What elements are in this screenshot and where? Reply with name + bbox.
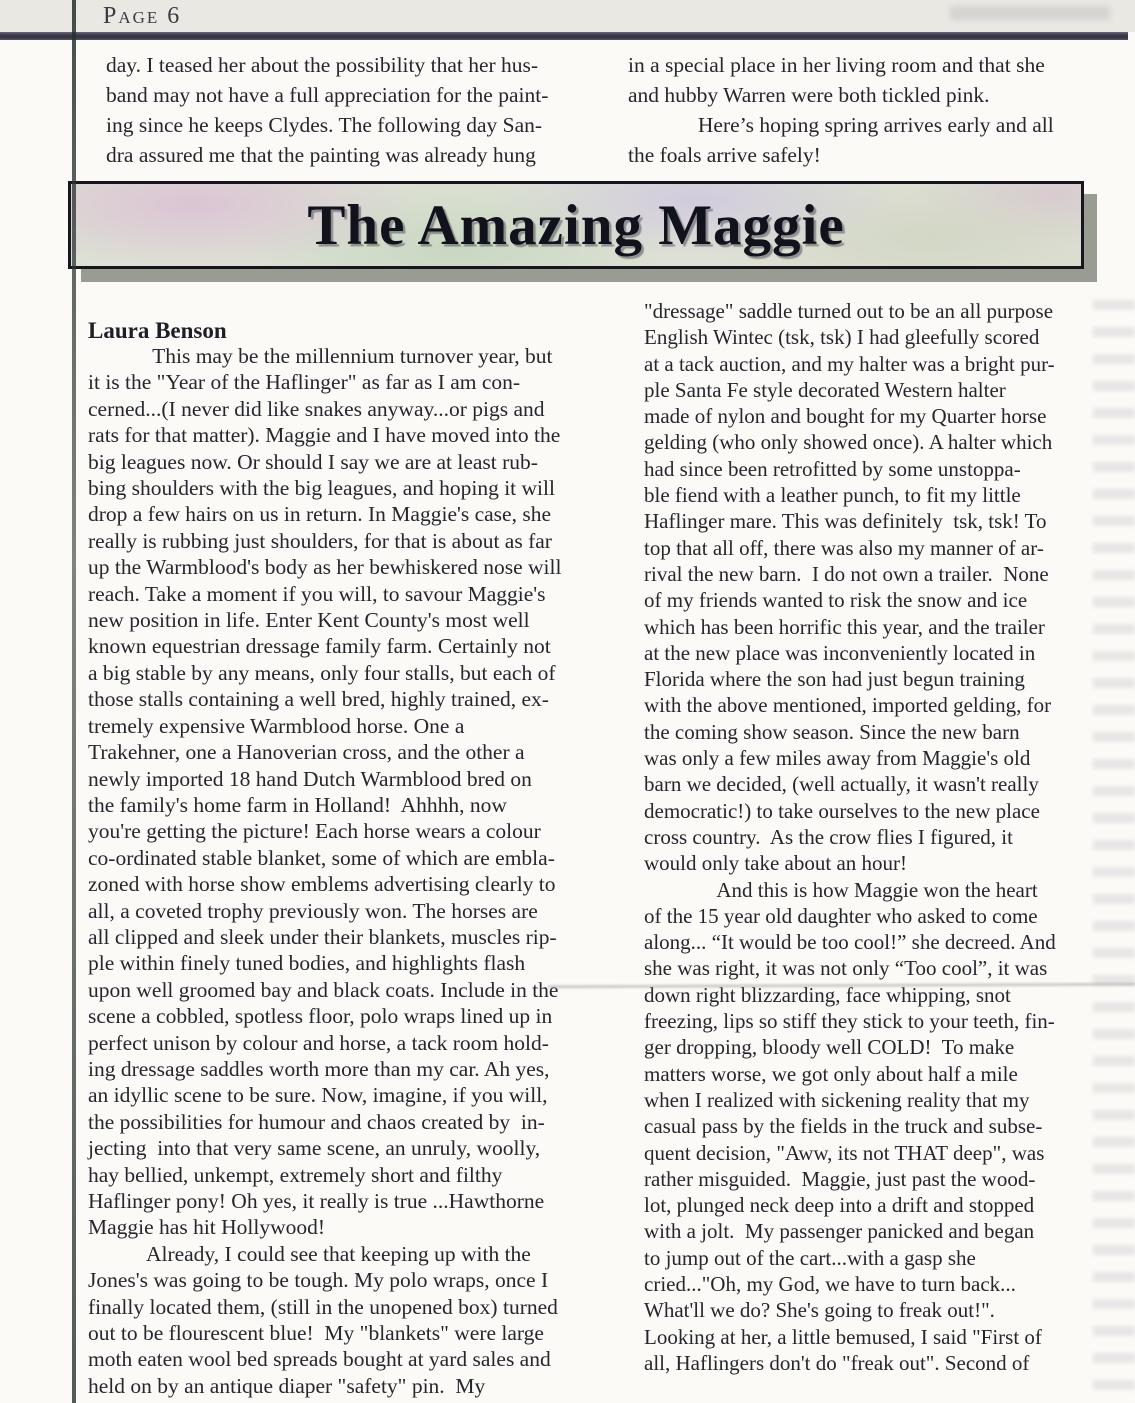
- text-line: top that all off, there was also my manner of ar-: [644, 535, 1044, 560]
- text-line: matters worse, we got only about half a mile: [644, 1061, 1018, 1086]
- text-line: gelding (who only showed once). A halter which: [644, 430, 1053, 455]
- text-line: all, a coveted trophy previously won. The horses are: [88, 898, 538, 923]
- text-line: at the new place was inconveniently located in: [644, 640, 1036, 665]
- text-line: co-ordinated stable blanket, some of which are embla-: [88, 845, 555, 870]
- article-left-column: [88, 343, 561, 1399]
- text-line: reach. Take a moment if you will, to savour Maggie's: [88, 581, 546, 606]
- text-line: cerned...(I never did like snakes anyway...or pigs and: [88, 396, 545, 421]
- text-line: cross country. As the crow flies I figured, it: [644, 824, 1013, 849]
- text-line: casual pass by the fields in the truck and subse-: [644, 1114, 1043, 1139]
- text-line: Already, I could see that keeping up with the: [88, 1241, 531, 1266]
- text-line: ing dressage saddles worth more than my car. Ah yes,: [88, 1056, 550, 1081]
- text-line: with a jolt. My passenger panicked and began: [644, 1219, 1035, 1244]
- text-line: really is rubbing just shoulders, for that is about as far: [88, 528, 552, 553]
- intro-right-column: [628, 50, 1054, 170]
- text-line: Jones's was going to be tough. My polo wraps, once I: [88, 1268, 549, 1293]
- text-line: those stalls containing a well bred, highly trained, ex-: [88, 687, 549, 712]
- text-line: big leagues now. Or should I say we are at least rub-: [88, 449, 538, 474]
- text-line: Trakehner, one a Hanoverian cross, and the other a: [88, 740, 525, 765]
- text-line: when I realized with sickening reality that my: [644, 1087, 1030, 1112]
- text-line: rather misguided. Maggie, just past the wood-: [644, 1166, 1036, 1191]
- text-line: ple Santa Fe style decorated Western halter: [644, 377, 1006, 402]
- text-line: rats for that matter). Maggie and I have moved into the: [88, 423, 561, 448]
- text-line: And this is how Maggie won the heart: [644, 877, 1038, 902]
- text-line: Haflinger mare. This was definitely tsk, tsk! To: [644, 509, 1047, 534]
- text-line: English Wintec (tsk, tsk) I had gleefully scored: [644, 325, 1040, 350]
- text-line: scene a cobbled, spotless floor, polo wraps lined up in: [88, 1004, 553, 1029]
- text-line: bing shoulders with the big leagues, and hoping it will: [88, 476, 555, 501]
- article-title-banner: [68, 181, 1084, 269]
- text-line: newly imported 18 hand Dutch Warmblood bred on: [88, 766, 532, 791]
- text-line: along... “It would be too cool!” she decreed. And: [644, 930, 1056, 955]
- text-line: Florida where the son had just begun training: [644, 667, 1025, 692]
- text-line: barn we decided, (well actually, it wasn't really: [644, 772, 1039, 797]
- intro-left-column: [106, 50, 548, 170]
- text-line: cried..."Oh, my God, we have to turn back...: [644, 1271, 1016, 1296]
- text-line: the family's home farm in Holland! Ahhhh, now: [88, 792, 507, 817]
- text-line: This may be the millennium turnover year, but: [88, 344, 553, 368]
- text-line: Maggie has hit Hollywood!: [88, 1215, 326, 1240]
- text-line: the foals arrive safely!: [628, 143, 821, 167]
- scan-fold-line-artifact: [72, 0, 76, 1403]
- text-line: she was right, it was not only “Too cool”, it was: [644, 956, 1048, 981]
- text-line: Haflinger pony! Oh yes, it really is true ...Hawthorne: [88, 1189, 545, 1213]
- text-line: a big stable by any means, only four stalls, but each of: [88, 660, 556, 685]
- text-line: you're getting the picture! Each horse wears a colour: [88, 819, 541, 844]
- text-line: had since been retrofitted by some unstoppa-: [644, 456, 1021, 481]
- text-line: made of nylon and bought for my Quarter horse: [644, 404, 1047, 429]
- text-line: hay bellied, unkempt, extremely short and filthy: [88, 1162, 503, 1187]
- article-right-column: [644, 298, 1056, 1376]
- text-line: with the above mentioned, imported gelding, for: [644, 693, 1052, 718]
- article-title: The Amazing Maggie: [307, 193, 845, 257]
- text-line: ble fiend with a leather punch, to fit my little: [644, 483, 1021, 508]
- text-line: freezing, lips so stiff they stick to your teeth, fin-: [644, 1009, 1055, 1034]
- text-line: upon well groomed bay and black coats. Include in the: [88, 977, 559, 1002]
- text-line: all clipped and sleek under their blankets, muscles rip-: [88, 924, 557, 949]
- text-line: rival the new barn. I do not own a trailer. None: [644, 561, 1049, 586]
- text-line: Looking at her, a little bemused, I said "First of: [644, 1324, 1042, 1349]
- text-line: at a tack auction, and my halter was a bright pur-: [644, 351, 1055, 376]
- text-line: known equestrian dressage family farm. Certainly not: [88, 634, 551, 659]
- text-line: was only a few miles away from Maggie's old: [644, 746, 1031, 771]
- text-line: day. I teased her about the possibility that her hus-: [106, 53, 539, 77]
- text-line: to jump out of the cart...with a gasp she: [644, 1245, 976, 1270]
- text-line: democratic!) to take ourselves to the new place: [644, 798, 1040, 823]
- text-line: the coming show season. Since the new barn: [644, 719, 1020, 744]
- text-line: the possibilities for humour and chaos created by in-: [88, 1109, 545, 1134]
- text-line: held on by an antique diaper "safety" pin. My: [88, 1373, 486, 1398]
- bleed-through-artifact: [950, 6, 1110, 20]
- text-line: new position in life. Enter Kent County's most well: [88, 608, 530, 633]
- text-line: zoned with horse show emblems advertising clearly to: [88, 872, 556, 897]
- text-line: Here’s hoping spring arrives early and all: [628, 113, 1054, 137]
- text-line: tremely expensive Warmblood horse. One a: [88, 713, 465, 738]
- text-line: out to be flourescent blue! My "blankets" were large: [88, 1321, 544, 1346]
- text-line: ger dropping, bloody well COLD! To make: [644, 1035, 1015, 1060]
- text-line: drop a few hairs on us in return. In Maggie's case, she: [88, 502, 552, 527]
- header-rule: [0, 32, 1128, 40]
- text-line: and hubby Warren were both tickled pink.: [628, 83, 990, 107]
- text-line: finally located them, (still in the unopened box) turned: [88, 1294, 558, 1319]
- text-line: quent decision, "Aww, its not THAT deep", was: [644, 1140, 1045, 1165]
- text-line: ing since he keeps Clydes. The following day San-: [106, 113, 543, 137]
- text-line: moth eaten wool bed spreads bought at yard sales and: [88, 1347, 551, 1372]
- text-line: up the Warmblood's body as her bewhiskered nose will: [88, 555, 562, 580]
- text-line: What'll we do? She's going to freak out!".: [644, 1298, 995, 1323]
- text-line: which has been horrific this year, and the trailer: [644, 614, 1045, 639]
- text-line: perfect unison by colour and horse, a tack room hold-: [88, 1030, 549, 1055]
- text-line: it is the "Year of the Haflinger" as far as I am con-: [88, 370, 521, 395]
- text-line: lot, plunged neck deep into a drift and stopped: [644, 1193, 1035, 1218]
- bleed-through-artifact: [1093, 300, 1135, 1400]
- text-line: "dressage" saddle turned out to be an all purpose: [644, 299, 1054, 323]
- page-number: Page 6: [103, 3, 182, 29]
- byline: Laura Benson: [88, 318, 227, 343]
- text-line: an idyllic scene to be sure. Now, imagine, if you will,: [88, 1083, 548, 1108]
- text-line: in a special place in her living room and that she: [628, 53, 1045, 77]
- text-line: down right blizzarding, face whipping, snot: [644, 982, 1011, 1007]
- text-line: ple within finely tuned bodies, and highlights flash: [88, 951, 526, 976]
- text-line: jecting into that very same scene, an unruly, woolly,: [88, 1136, 541, 1161]
- text-line: of the 15 year old daughter who asked to come: [644, 903, 1038, 928]
- text-line: dra assured me that the painting was already hung: [106, 143, 536, 167]
- text-line: band may not have a full appreciation for the paint-: [106, 83, 549, 107]
- text-line: of my friends wanted to risk the snow and ice: [644, 588, 1028, 613]
- text-line: would only take about an hour!: [644, 851, 908, 876]
- text-line: all, Haflingers don't do "freak out". Second of: [644, 1350, 1030, 1375]
